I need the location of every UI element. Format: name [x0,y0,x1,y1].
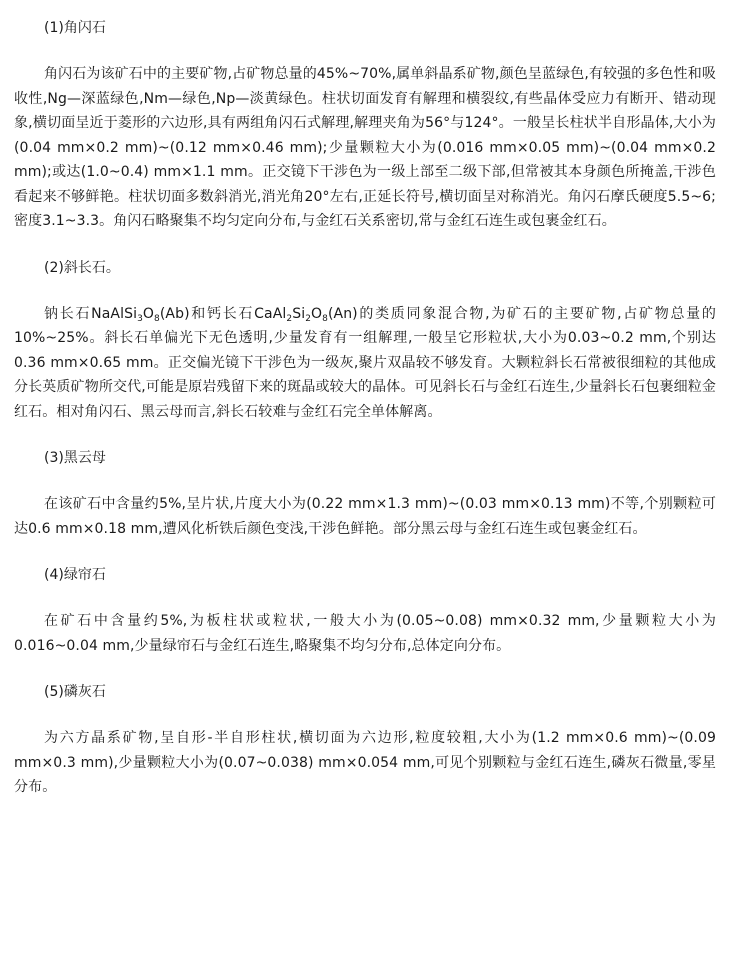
paragraph-text: O [311,305,323,322]
section-paragraph [14,609,716,658]
paragraph-text: (Ab)和钙长石CaAl [159,305,287,322]
section-apatite [14,682,716,800]
paragraph-text: 在矿石中含量约5%,为板柱状或粒状,一般大小为(0.05~0.08) mm×0.32 mm,少量颗粒大小为0.016~0.04 mm,少量绿帘石与金红石连生,略聚集不均匀分布,总体定向分布。 [14,613,716,654]
section-paragraph [14,62,716,234]
paragraph-text: Si [292,305,306,322]
subscript: 8 [322,313,328,324]
paragraph-text: 为六方晶系矿物,呈自形-半自形柱状,横切面为六边形,粒度较粗,大小为(1.2 mm×0.6 mm)~(0.09 mm×0.3 mm),少量颗粒大小为(0.07~0.038) mm×0.054 mm,可见个别颗粒与金红石连生,磷灰石微量,零星分布。 [14,730,716,795]
subscript: 2 [305,313,312,324]
section-paragraph [14,492,716,541]
paragraph-text: 在该矿石中含量约5%,呈片状,片度大小为(0.22 mm×1.3 mm)~(0.03 mm×0.13 mm)不等,个别颗粒可达0.6 mm×0.18 mm,遭风化析铁后颜色变浅,干涉色鲜艳。部分黑云母与金红石连生或包裹金红石。 [14,496,716,537]
section-heading: (4)绿帘石 [44,567,106,583]
section-heading: (2)斜长石。 [44,259,120,276]
paragraph-text: 角闪石为该矿石中的主要矿物,占矿物总量的45%~70%,属单斜晶系矿物,颜色呈蓝绿色,有较强的多色性和吸收性,Ng—深蓝绿色,Nm—绿色,Np—淡黄绿色。柱状切面发育有解理和横裂纹,有些晶体受应力有断开、错动现象,横切面呈近于菱形的六边形,具有两组角闪石式解理,解理夹角为56°与124°。一般呈长柱状半自形晶体,大小为(0.04 mm×0.2 mm)~(0.12 mm×0.46 mm);少量颗粒大小为(0.016 mm×0.05 mm)~(0.04 mm×0.2 mm);或达(1.0~0.4) mm×1.1 mm。正交镜下干涉色为一级上部至二级下部,但常被其本身颜色所掩盖,干涉色看起来不够鲜艳。柱状切面多数斜消光,消光角20°左右,正延长符号,横切面呈对称消光。角闪石摩氏硬度5.5~6;密度3.1~3.3。角闪石略聚集不均匀定向分布,与金红石关系密切,常与金红石连生或包裹金红石。 [14,66,716,229]
section-heading: (5)磷灰石 [44,684,106,700]
section-plagioclase [14,258,716,425]
section-biotite [14,448,716,541]
section-heading: (3)黑云母 [44,450,106,466]
section-heading: (1)角闪石 [44,20,106,36]
section-epidote [14,565,716,658]
paragraph-text: O [142,305,155,322]
section-paragraph [14,726,716,800]
section-paragraph [14,302,716,425]
paragraph-text: (An)的类质同象混合物,为矿石的主要矿物,占矿物总量的10%~25%。斜长石单偏光下无色透明,少量发育有一组解理,一般呈它形粒状,大小为0.03~0.2 mm,个别达 0.36 mm×0.65 mm。正交偏光镜下干涉色为一级灰,聚片双晶较不够发育。大颗粒斜长石常被很细粒的其他成分长英质矿物所交代,可能是原岩残留下来的斑晶或较大的晶体。可见斜长石与金红石连生,少量斜长石包裹细粒金红石。相对角闪石、黑云母而言,斜长石较难与金红石完全单体解离。 [14,305,716,420]
paragraph-text: 钠长石NaAlSi [44,305,138,322]
subscript: 8 [154,313,160,324]
subscript: 3 [137,313,143,324]
section-hornblende [14,18,716,234]
subscript: 2 [286,313,293,324]
